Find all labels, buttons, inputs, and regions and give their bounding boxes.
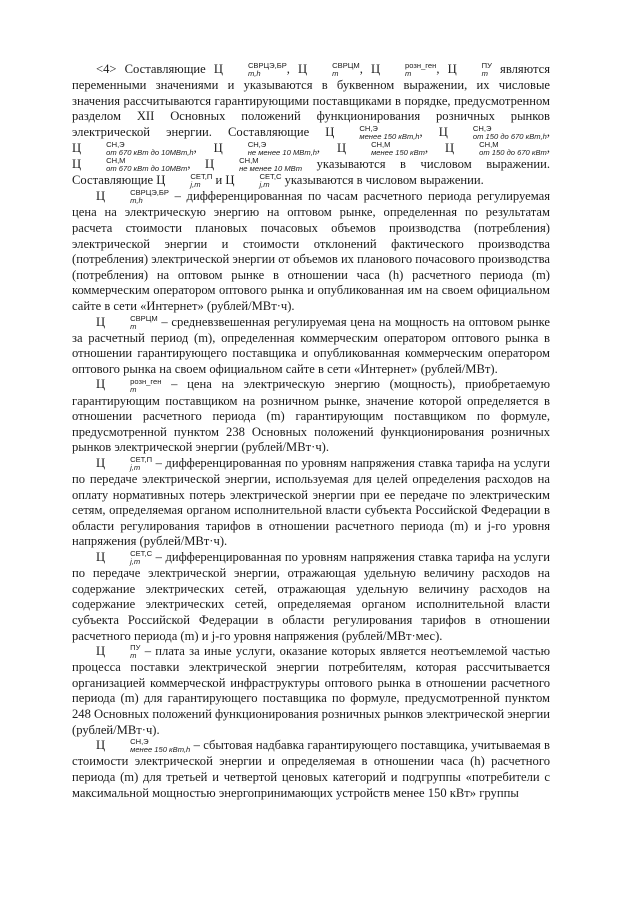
text-run: ,	[546, 141, 551, 155]
symbol-superscript: СВРЦМ	[130, 313, 158, 323]
text-run: ,	[424, 141, 446, 155]
symbol-base: Ц	[205, 157, 215, 172]
symbol-superscript: розн_ген	[405, 61, 437, 71]
text-run: ,	[187, 157, 206, 172]
symbol-superscript: СВРЦМ	[332, 61, 360, 71]
text-run: являются переменными значениями и указываются в буквенном выражении, их числовые значения рассчитываются гарантирующими поставщиками в порядке, предусмотренном разделом XII Основных положений функционирования розничных рынков электрической энергии. Составляющие	[72, 62, 550, 139]
symbol-superscript: СН,Э	[130, 737, 149, 747]
text-run: – цена на электрическую энергию (мощность), приобретаемую гарантирующим поставщиком на розничном рынке, значение которой определяется в отношении расчетного периода (m) гарантирующим поставщиком по формуле, предусмотренной пунктом 238 Основных положений функционирования розничных рынков электрической энергии (рублей/МВт·ч).	[72, 377, 550, 455]
symbol-superscript: СВРЦЭ,БР	[130, 188, 169, 198]
formula-symbol	[156, 172, 213, 190]
symbol-base: Ц	[96, 644, 106, 659]
symbol-base: Ц	[96, 738, 106, 753]
formula-symbol	[72, 140, 194, 158]
symbol-subscript: менее 150 кВт,h	[359, 132, 420, 141]
text-run: – дифференцированная по уровням напряжения ставка тарифа на услуги по передаче электрической энергии, используемая для целей определения расходов на оплату нормативных потерь электрической энергии при ее передаче по электрическим сетям, определяемая органом исполнительной власти субъекта Российской Федерации в области регулирования тарифов в отношении расчетного периода (m) и j-го уровня напряжения (рублей/МВт·ч).	[72, 455, 550, 549]
symbol-superscript: СН,Э	[106, 140, 125, 150]
text-run: ,	[286, 62, 299, 76]
symbol-subscript: менее 150 кВт	[371, 148, 425, 158]
formula-symbol	[96, 315, 158, 329]
symbol-subscript: от 670 кВт до 10МВт	[106, 164, 188, 174]
symbol-superscript: СН,Э	[247, 140, 267, 150]
symbol-subscript: менее 150 кВт,h	[130, 745, 191, 755]
symbol-subscript: m	[130, 384, 137, 394]
symbol-base: Ц	[156, 173, 166, 188]
symbol-base: Ц	[336, 141, 347, 155]
text-run: <4> Составляющие	[96, 62, 214, 76]
symbol-base: Ц	[225, 173, 235, 188]
symbol-base: Ц	[96, 314, 106, 329]
text-run: ,	[316, 141, 337, 155]
symbol-base: Ц	[447, 62, 457, 76]
symbol-base: Ц	[445, 141, 455, 155]
symbol-superscript: СВРЦЭ,БР	[247, 61, 287, 71]
formula-symbol	[205, 156, 303, 174]
symbol-subscript: от 150 до 670 кВт	[479, 148, 547, 158]
symbol-superscript: СН,М	[371, 140, 391, 150]
symbol-subscript: j,m	[130, 557, 141, 567]
formula-symbol	[225, 172, 282, 190]
formula-symbol	[96, 643, 141, 661]
symbol-base: Ц	[96, 550, 106, 565]
text-run: ,	[359, 62, 371, 76]
symbol-subscript: от 670 кВт до 10МВт,h	[106, 148, 194, 158]
symbol-base: Ц	[370, 62, 381, 76]
symbol-base: Ц	[213, 62, 223, 76]
paragraph-def-svrcm	[72, 315, 550, 378]
text-run: ,	[436, 62, 448, 76]
symbol-superscript: СЕТ,П	[130, 455, 153, 465]
symbol-superscript: СН,Э	[359, 124, 378, 133]
symbol-base: Ц	[96, 189, 106, 204]
formula-symbol	[213, 61, 287, 79]
text-run: – дифференцированная по уровням напряжения ставка тарифа на услуги по передаче электрической энергии, отражающая удельную величину расходов на содержание электрических сетей, отражающая удельную величину расходов на содержание электрических сетей, определяемая органом исполнительной власти субъекта Российской Федерации в области регулирования тарифов в отношении расчетного периода (m) и j-го уровня напряжения (рублей/МВт·мес).	[72, 550, 550, 643]
symbol-subscript: не менее 10 МВт	[239, 164, 303, 174]
symbol-superscript: СЕТ,С	[130, 549, 153, 559]
symbol-superscript: СЕТ,С	[259, 172, 282, 182]
symbol-subscript: m	[405, 69, 412, 79]
formula-symbol	[325, 125, 419, 139]
paragraph-intro	[72, 62, 550, 189]
symbol-base: Ц	[96, 377, 106, 392]
symbol-superscript: ПУ	[481, 61, 492, 71]
paragraph-def-pu	[72, 644, 550, 738]
document-page	[72, 62, 550, 801]
text-run: ,	[419, 124, 439, 139]
symbol-base: Ц	[96, 455, 106, 470]
text-run: и	[212, 173, 226, 188]
paragraph-def-set-s	[72, 550, 550, 644]
symbol-superscript: СН,Э	[472, 124, 492, 133]
symbol-subscript: j,m	[259, 180, 270, 190]
paragraph-def-rozn	[72, 377, 550, 455]
formula-symbol	[298, 61, 360, 79]
symbol-subscript: j,m	[190, 180, 201, 190]
symbol-base: Ц	[325, 124, 335, 139]
symbol-superscript: ПУ	[130, 643, 141, 653]
text-run: указываются в числовом выражении.	[281, 173, 484, 188]
symbol-superscript: СЕТ,П	[190, 172, 213, 182]
symbol-subscript: не менее 10 МВт,h	[247, 148, 317, 158]
symbol-subscript: m	[332, 69, 339, 79]
formula-symbol	[447, 61, 492, 79]
text-run: – дифференцированная по часам расчетного периода регулируемая цена на электрическую энергию на оптовом рынке, определенная по результатам расчета стоимости плановых почасовых объемов производства (потребления) электрической энергии и стоимости отклонений фактического производства (потребления) электрической энергии от объемов их планового почасового производства (потребления) на оптовом рынке в отношении часа (h) расчетного периода (m) коммерческим оператором оптового рынка и опубликованная им на своем официальном сайте в сети «Интернет» (рублей/МВт·ч).	[72, 189, 550, 313]
text-run: – средневзвешенная регулируемая цена на мощность на оптовом рынке за расчетный период (m), определенная коммерческим оператором оптового рынка в отношении гарантирующего поставщика и опубликованная коммерческим оператором оптового рынка на своем официальном сайте в сети «Интернет» (рублей/МВт).	[72, 314, 550, 376]
formula-symbol	[96, 737, 191, 755]
text-run: – сбытовая надбавка гарантирующего поставщика, учитываемая в стоимости электрической энергии и определяемая в отношении часа (h) расчетного периода (m) для третьей и четвертой ценовых категорий и подгруппы «потребители с максимальной мощностью энергопринимающих устройств менее 150 кВт» группы	[72, 738, 550, 800]
formula-symbol	[370, 61, 437, 79]
symbol-subscript: m	[481, 69, 488, 79]
symbol-base: Ц	[72, 157, 82, 172]
formula-symbol	[96, 455, 153, 473]
paragraph-def-set-p	[72, 456, 550, 550]
symbol-base: Ц	[298, 62, 308, 76]
text-run: ,	[546, 124, 551, 139]
symbol-base: Ц	[213, 141, 223, 155]
text-run: указываются в числовом выражении. Составляющие	[72, 157, 550, 188]
symbol-base: Ц	[438, 124, 448, 139]
symbol-subscript: m	[130, 321, 137, 331]
symbol-superscript: розн_ген	[130, 376, 162, 386]
symbol-subscript: m,h	[247, 69, 261, 79]
symbol-subscript: m	[130, 651, 137, 661]
formula-symbol	[213, 140, 317, 158]
formula-symbol	[96, 376, 162, 394]
formula-symbol	[439, 125, 547, 139]
paragraph-def-sn-e	[72, 738, 550, 801]
symbol-subscript: от 150 до 670 кВт,h	[472, 132, 547, 141]
symbol-base: Ц	[72, 141, 82, 155]
formula-symbol	[72, 156, 188, 174]
formula-symbol	[336, 140, 425, 158]
symbol-subscript: m,h	[130, 196, 143, 206]
symbol-superscript: СН,М	[106, 156, 126, 166]
paragraph-def-svrce	[72, 189, 550, 314]
text-run: ,	[193, 141, 214, 155]
symbol-superscript: СН,М	[239, 156, 259, 166]
formula-symbol	[96, 549, 153, 567]
formula-symbol	[445, 140, 547, 158]
symbol-superscript: СН,М	[479, 140, 499, 150]
symbol-subscript: j,m	[130, 463, 141, 473]
text-run: – плата за иные услуги, оказание которых является неотъемлемой частью процесса поставки электрической энергии потребителям, которая рассчитывается организацией коммерческой инфраструктуры оптового рынка в отношении расчетного периода (m) для гарантирующего поставщика по формуле, предусмотренной пунктом 248 Основных положений функционирования розничных рынков электрической энергии (рублей/МВт·ч).	[72, 644, 550, 737]
formula-symbol	[96, 188, 169, 206]
